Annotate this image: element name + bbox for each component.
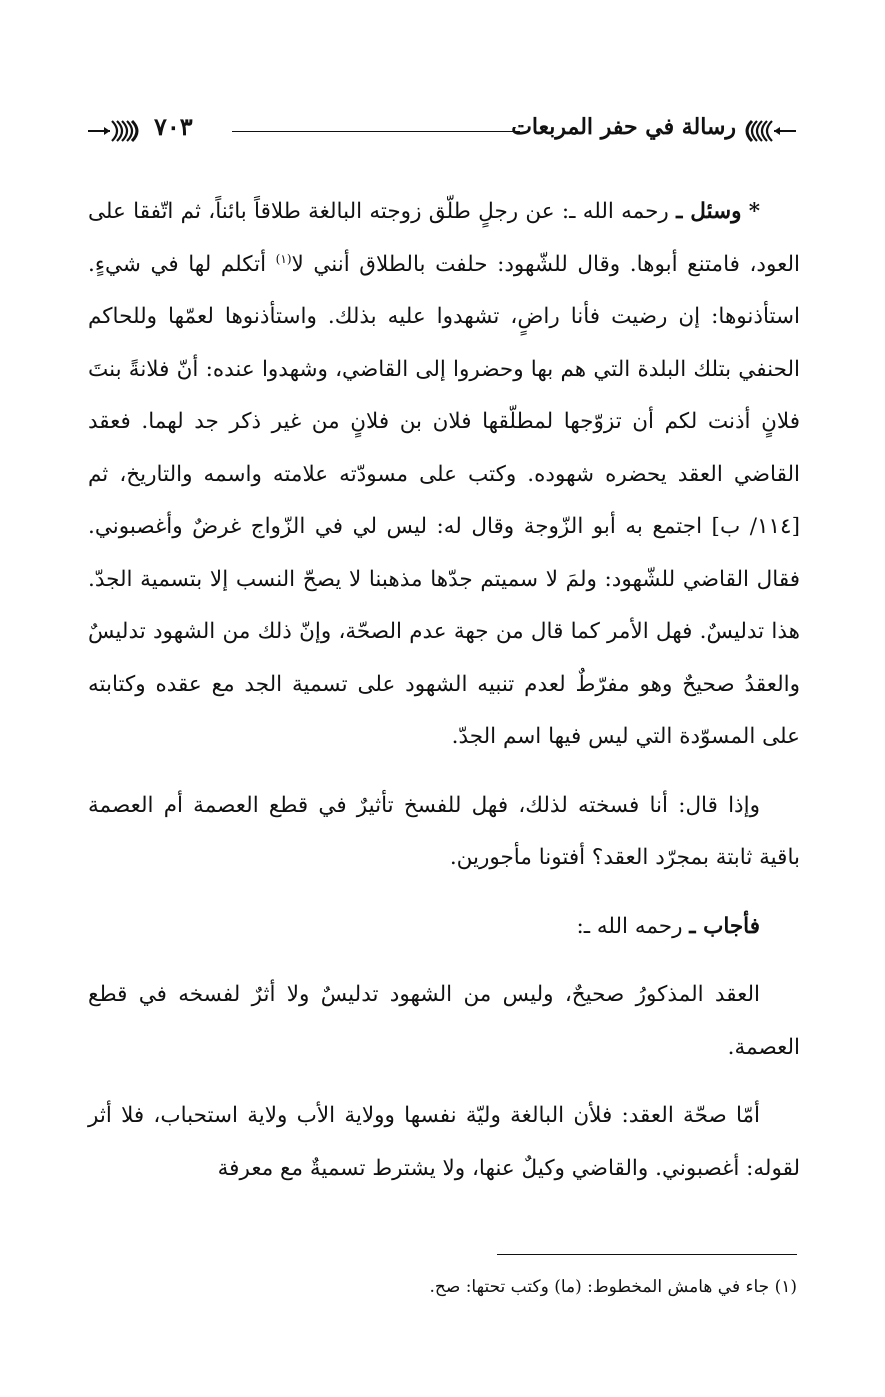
ornament-right-icon [738,118,798,144]
running-header [86,112,798,152]
body-text [88,186,800,1195]
question-paragraph [88,186,800,764]
answer-heading [88,901,800,954]
question-text-2: أتكلم لها في شيءٍ. استأذنوها: إن رضيت فأنا راضٍ، تشهدوا عليه بذلك. واستأذنوها لعمّها وللحاكم الحنفي بتلك البلدة التي هم بها وحضروا إلى القاضي، وشهدوا عنده: أنّ فلانةً بنتَ فلانٍ أذنت لكم أن تزوّجها لمطلّقها فلان بن فلانٍ من غير ذكر جد لهما. فعقد القاضي العقد يحضره شهوده. وكتب على مسودّته علامته واسمه والتاريخ، ثم [١١٤/ ب] اجتمع به أبو الزّوجة وقال له: ليس لي في الزّواج غرضٌ وأغصبوني. فقال القاضي للشّهود: ولمَ لا سميتم جدّها مذهبنا لا يصحّ النسب إلا بتسمية الجدّ. هذا تدليسٌ. فهل الأمر كما قال من جهة عدم الصحّة، وإنّ ذلك من الشهود تدليسٌ والعقدُ صحيحٌ وهو مفرّطٌ لعدم تنبيه الشهود على تسمية الجد مع عقده وكتابته على المسوّدة التي ليس فيها اسم الجدّ. [88,251,800,749]
answer-lead-rest: رحمه الله ـ: [576,913,690,939]
question-lead: وسئل ـ [676,199,742,224]
footnote [85,1272,797,1302]
header-rule [232,131,520,132]
footnote-text: جاء في هامش المخطوط: (ما) وكتب تحتها: صح. [429,1277,770,1297]
footnote-rule [497,1254,797,1255]
star-marker: * [748,199,760,224]
answer-paragraph-1: العقد المذكورُ صحيحٌ، وليس من الشهود تدليسٌ ولا أثرٌ لفسخه في قطع العصمة. [88,982,800,1060]
question-continuation: وإذا قال: أنا فسخته لذلك، فهل للفسخ تأثيرٌ في قطع العصمة أم العصمة باقية ثابتة بمجرّد العقد؟ أفتونا مأجورين. [88,792,800,870]
footnote-marker: (١) [774,1277,797,1297]
footnote-reference: (١) [275,251,292,266]
header-title: رسالة في حفر المربعات [511,114,736,140]
ornament-left-icon [86,118,146,144]
question-text-1: رحمه الله ـ: عن رجلٍ طلّق زوجته البالغة طلاقاً بائناً، ثم اتّفقا على العود، فامتنع أبوها. وقال للشّهود: حلفت بالطلاق أنني لا [88,199,800,277]
answer-paragraph-2: أمّا صحّة العقد: فلأن البالغة وليّة نفسها وولاية الأب ولاية استحباب، فلا أثر لقوله: أغصبوني. والقاضي وكيلٌ عنها، ولا يشترط تسميةٌ مع معرفة [88,1103,800,1181]
answer-lead: فأجاب ـ [689,913,760,939]
page-number: ٧٠٣ [154,112,193,141]
